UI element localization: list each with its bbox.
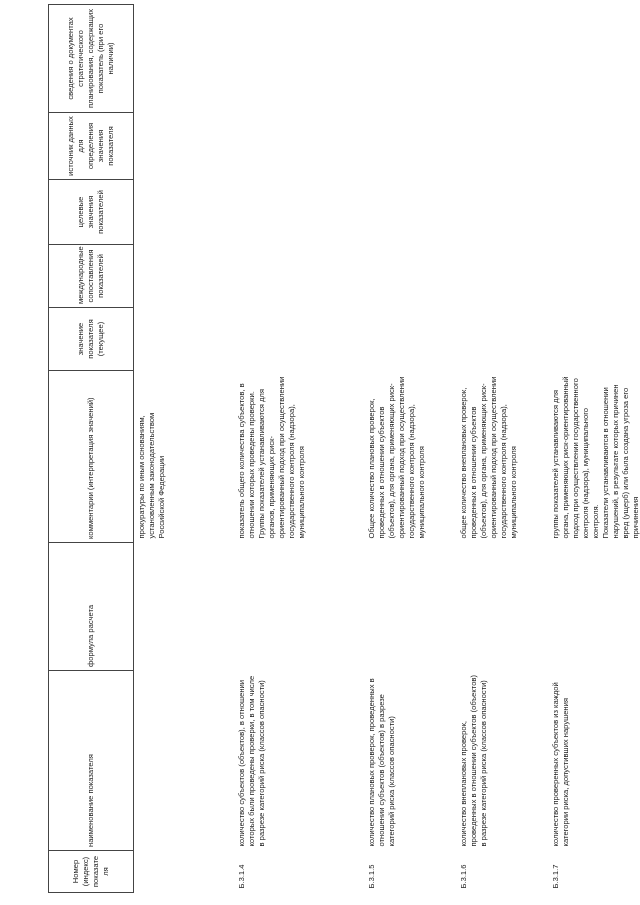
row-name: количество субъектов (объектов), в отношении которых были проведены проверки, в том числе в разрезе категорий риска (классов опасности) — [236, 675, 266, 847]
row-name: количество плановых проверок, проведенных в отношении субъектов (объектов) в разрезе категорий риска (классов опасности) — [366, 678, 396, 847]
table-body — [134, 5, 640, 893]
row-name — [134, 671, 234, 851]
row-name: количество проверенных субъектов из каждой категории риска, допустивших нарушения — [550, 682, 570, 847]
table-row — [548, 5, 640, 893]
row-formula — [134, 543, 234, 671]
row-formula — [548, 543, 640, 671]
table-header — [49, 5, 134, 893]
row-num: Б.3.1.6 — [458, 864, 468, 889]
row-comment: Общее количество плановых проверок, проведенных в отношении субъектов (объектов), для органа, применяющих риск-ориентированный подход при осуществлении государственного контроля (надзора), муниципального контроля — [366, 376, 426, 539]
row-formula — [456, 543, 548, 671]
row-comment: показатель общего количества субъектов, в отношении которых проведены проверки. Группы показателей устанавливаются для органов, применяющих риск-ориентированный подход при осуществлении государственного контроля (надзора), муниципального контроля — [236, 376, 306, 539]
rotated-sheet — [48, 3, 640, 893]
row-name: количество внеплановых проверок, проведенных в отношении субъектов (объектов) в разрезе категорий риска (классов опасности) — [458, 675, 488, 847]
header-target: целевые значения показателей — [49, 180, 134, 245]
row-num: Б.3.1.7 — [550, 864, 560, 889]
table-row — [456, 5, 548, 893]
table-row — [134, 5, 234, 893]
table-row — [234, 5, 364, 893]
header-formula: формула расчета — [49, 543, 134, 671]
table-row — [364, 5, 456, 893]
row-comment: общее количество внеплановых проверок, проведенных в отношении субъектов (объектов), для органа, применяющих риск-ориентированный подход при осуществлении государственного контроля (надзора), муниципального контроля — [458, 376, 518, 539]
header-value: значение показателя (текущее) — [49, 308, 134, 371]
row-comment: группы показателей устанавливаются для органа, применяющих риск-ориентированный подход при осуществлении государственного контроля (надзора), муниципального контроля. Показатели устанавливаются в отношении нарушений, в результате которых причинен вред (ущерб) или была создана угроза его причинения — [550, 376, 640, 539]
indicators-table — [48, 4, 640, 893]
header-source: источник данных для определения значения показателя — [49, 113, 134, 180]
row-num: Б.3.1.5 — [366, 864, 376, 889]
header-num: Номер (индекс) показате ля — [49, 851, 134, 893]
header-docs: сведения о документах стратегического планирования, содержащих показатель (при его наличии) — [49, 5, 134, 113]
header-name: наименование показателя — [49, 671, 134, 851]
row-comment: прокуратуры по иным основаниям, установленным законодательством Российской Федерации — [137, 412, 166, 539]
row-num — [134, 851, 234, 893]
row-formula — [234, 543, 364, 671]
row-num: Б.3.1.4 — [236, 864, 246, 889]
row-formula — [364, 543, 456, 671]
header-intl: международные сопоставления показателей — [49, 245, 134, 308]
header-comment: комментарии (интерпретация значений) — [49, 371, 134, 543]
